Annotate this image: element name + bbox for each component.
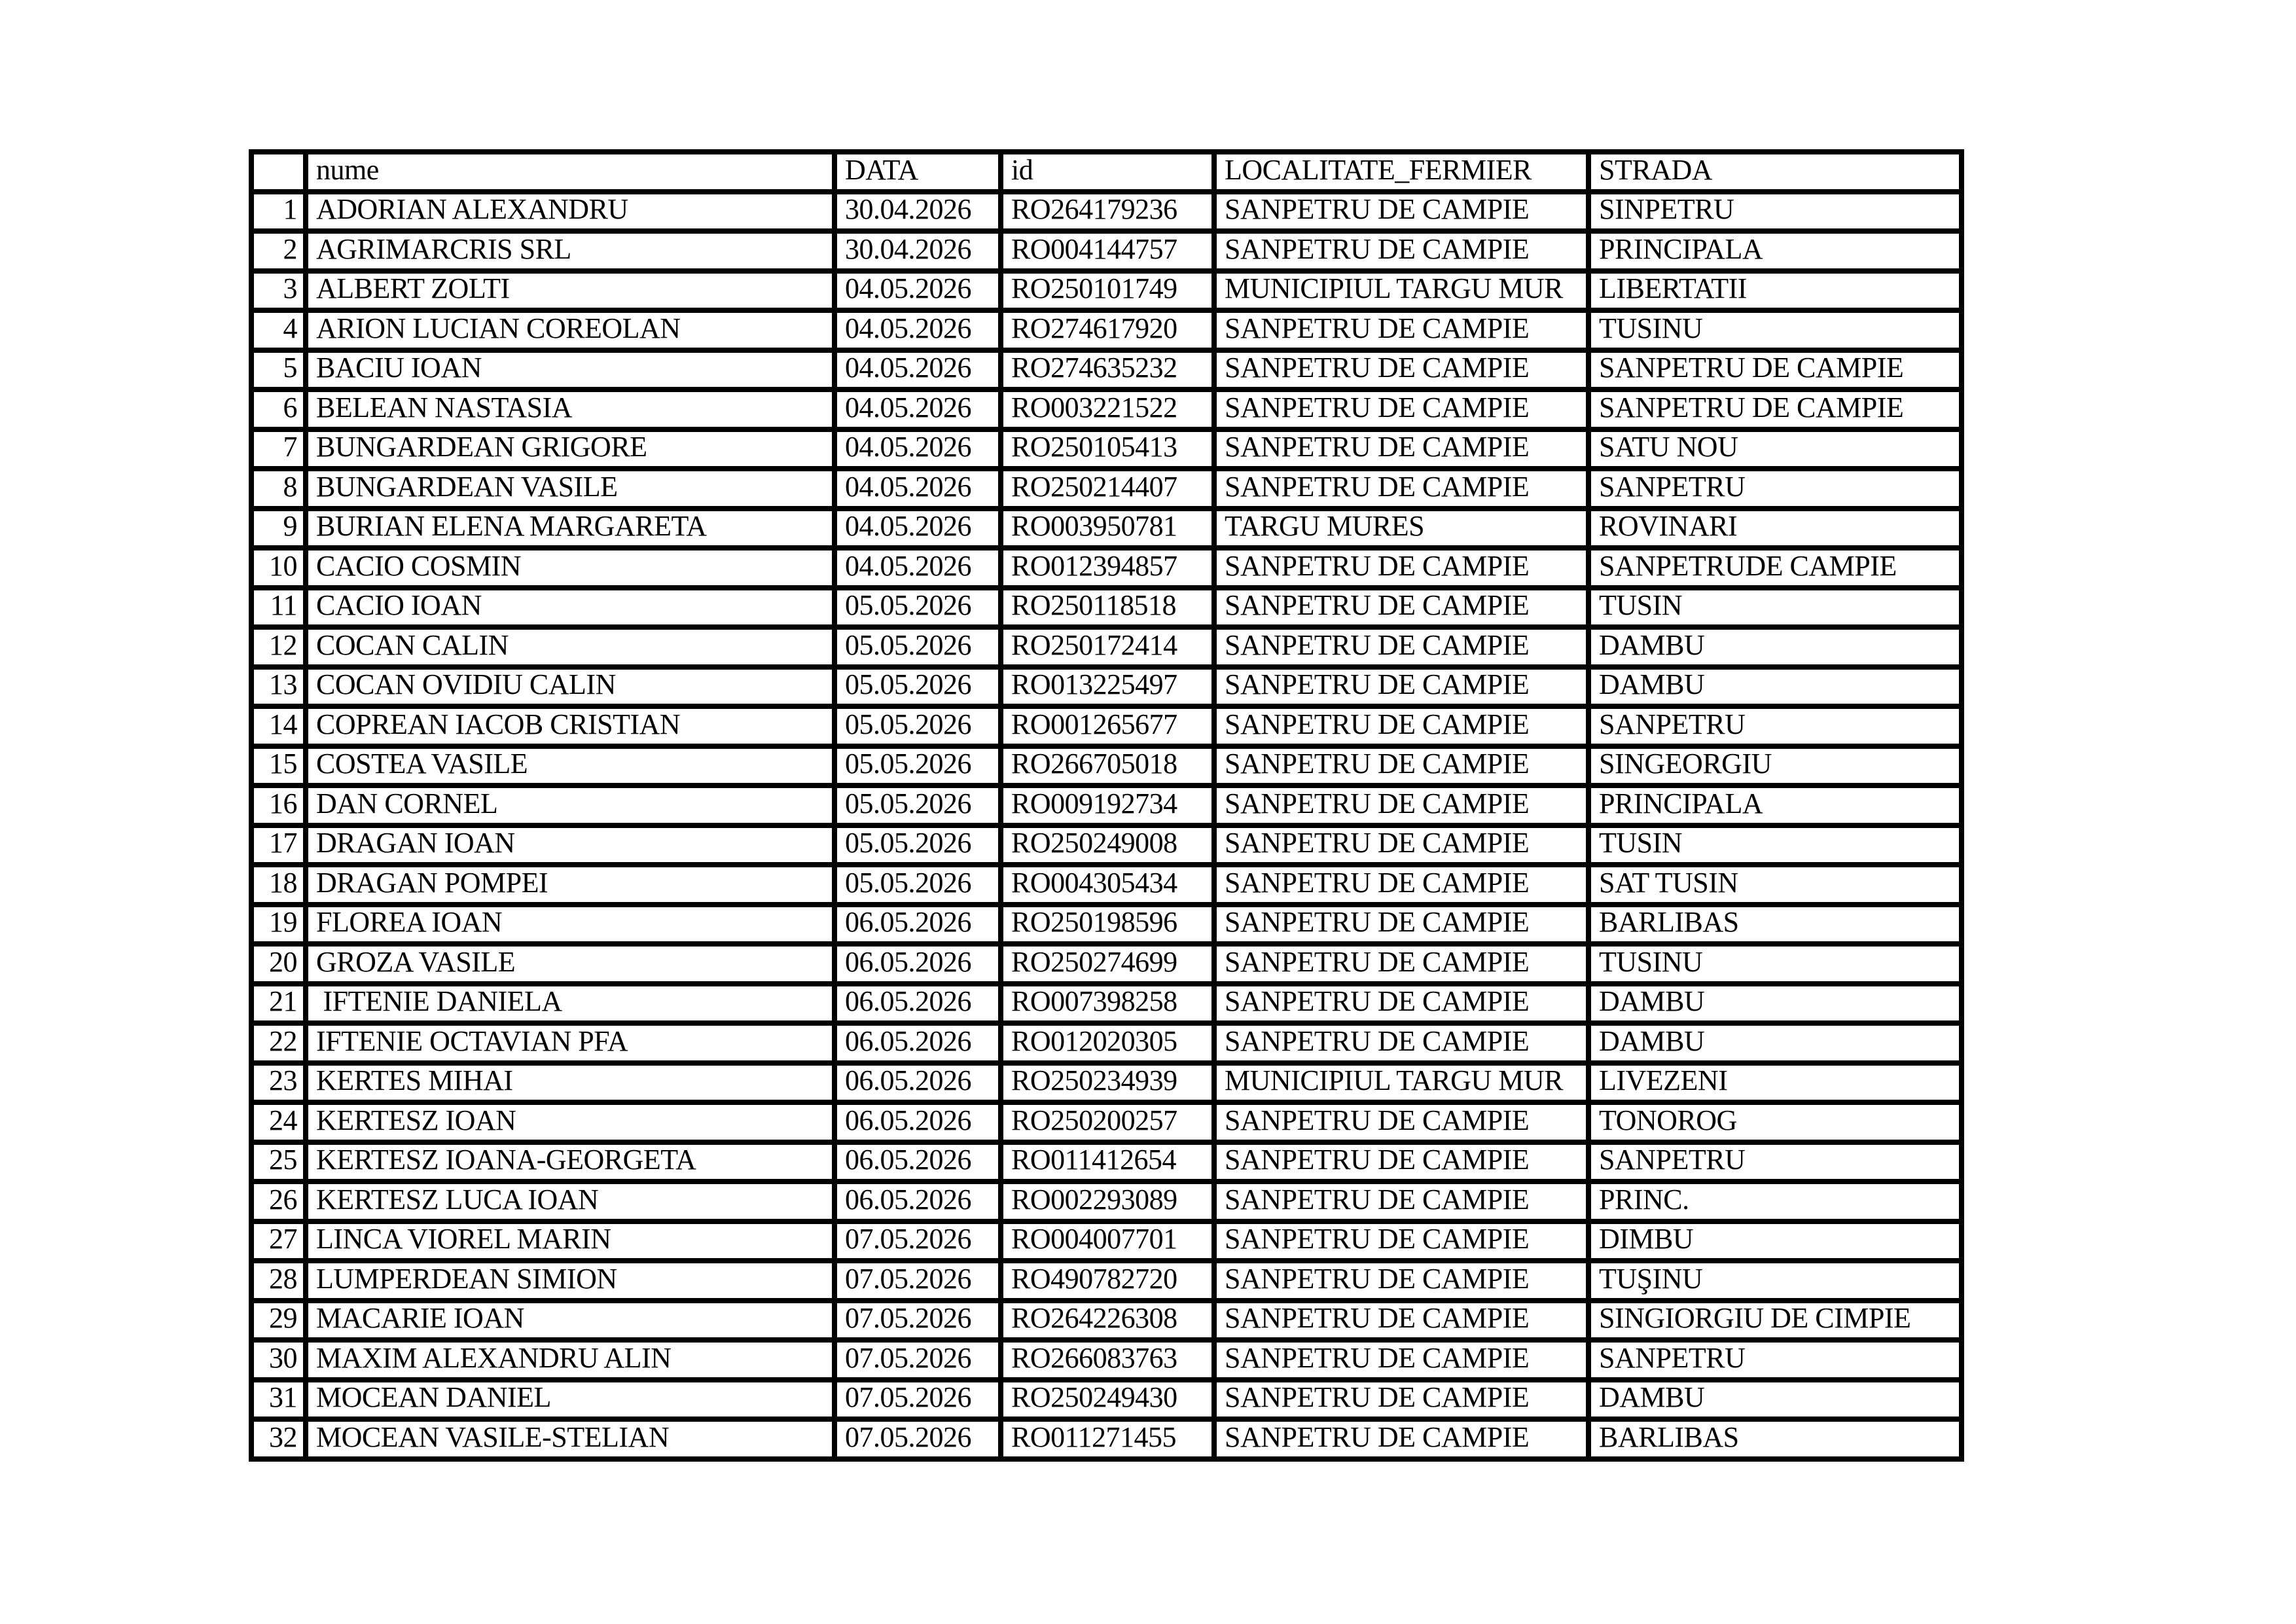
cell-row-number: 17 xyxy=(251,825,306,865)
cell-localitate: SANPETRU DE CAMPIE xyxy=(1214,1301,1588,1341)
cell-data: 06.05.2026 xyxy=(834,1142,1001,1182)
cell-row-number: 22 xyxy=(251,1023,306,1063)
cell-localitate: SANPETRU DE CAMPIE xyxy=(1214,548,1588,588)
cell-data: 07.05.2026 xyxy=(834,1301,1001,1341)
cell-id: RO250118518 xyxy=(1001,588,1214,628)
cell-id: RO274617920 xyxy=(1001,310,1214,350)
cell-row-number: 11 xyxy=(251,588,306,628)
cell-data: 06.05.2026 xyxy=(834,1182,1001,1221)
cell-data: 06.05.2026 xyxy=(834,944,1001,984)
cell-row-number: 29 xyxy=(251,1301,306,1341)
cell-row-number: 24 xyxy=(251,1102,306,1142)
cell-id: RO002293089 xyxy=(1001,1182,1214,1221)
table-row xyxy=(251,627,1962,667)
cell-id: RO266083763 xyxy=(1001,1340,1214,1380)
cell-data: 07.05.2026 xyxy=(834,1380,1001,1420)
cell-localitate: SANPETRU DE CAMPIE xyxy=(1214,1102,1588,1142)
cell-data: 05.05.2026 xyxy=(834,746,1001,786)
cell-nume: BUNGARDEAN VASILE xyxy=(306,469,834,509)
cell-row-number: 26 xyxy=(251,1182,306,1221)
cell-strada: SANPETRU DE CAMPIE xyxy=(1588,350,1962,390)
cell-row-number: 27 xyxy=(251,1221,306,1261)
cell-localitate: SANPETRU DE CAMPIE xyxy=(1214,429,1588,469)
cell-localitate: SANPETRU DE CAMPIE xyxy=(1214,1182,1588,1221)
cell-data: 04.05.2026 xyxy=(834,429,1001,469)
cell-id: RO250198596 xyxy=(1001,905,1214,945)
table-body xyxy=(251,192,1962,1459)
cell-row-number: 2 xyxy=(251,231,306,271)
cell-strada: SANPETRUDE CAMPIE xyxy=(1588,548,1962,588)
cell-localitate: SANPETRU DE CAMPIE xyxy=(1214,1023,1588,1063)
cell-nume: LINCA VIOREL MARIN xyxy=(306,1221,834,1261)
table-row xyxy=(251,1182,1962,1221)
table-row xyxy=(251,1063,1962,1103)
cell-id: RO250234939 xyxy=(1001,1063,1214,1103)
cell-localitate: SANPETRU DE CAMPIE xyxy=(1214,825,1588,865)
cell-data: 07.05.2026 xyxy=(834,1340,1001,1380)
cell-nume: ARION LUCIAN COREOLAN xyxy=(306,310,834,350)
cell-strada: BARLIBAS xyxy=(1588,1419,1962,1459)
cell-id: RO490782720 xyxy=(1001,1261,1214,1301)
cell-id: RO266705018 xyxy=(1001,746,1214,786)
cell-data: 04.05.2026 xyxy=(834,350,1001,390)
cell-data: 05.05.2026 xyxy=(834,667,1001,707)
table-row xyxy=(251,1340,1962,1380)
cell-localitate: SANPETRU DE CAMPIE xyxy=(1214,1221,1588,1261)
cell-nume: CACIO IOAN xyxy=(306,588,834,628)
cell-nume: AGRIMARCRIS SRL xyxy=(306,231,834,271)
cell-row-number: 9 xyxy=(251,509,306,549)
header-cell-data: DATA xyxy=(834,152,1001,192)
cell-strada: PRINCIPALA xyxy=(1588,785,1962,825)
cell-strada: DAMBU xyxy=(1588,1023,1962,1063)
cell-row-number: 7 xyxy=(251,429,306,469)
table-row xyxy=(251,469,1962,509)
cell-data: 07.05.2026 xyxy=(834,1221,1001,1261)
cell-id: RO250172414 xyxy=(1001,627,1214,667)
cell-localitate: SANPETRU DE CAMPIE xyxy=(1214,1419,1588,1459)
cell-strada: TUSINU xyxy=(1588,310,1962,350)
cell-localitate: MUNICIPIUL TARGU MUR xyxy=(1214,1063,1588,1103)
cell-strada: DAMBU xyxy=(1588,627,1962,667)
table-row xyxy=(251,429,1962,469)
cell-id: RO004305434 xyxy=(1001,865,1214,905)
cell-data: 04.05.2026 xyxy=(834,389,1001,429)
table-row xyxy=(251,706,1962,746)
cell-strada: DAMBU xyxy=(1588,1380,1962,1420)
cell-localitate: SANPETRU DE CAMPIE xyxy=(1214,785,1588,825)
cell-id: RO250105413 xyxy=(1001,429,1214,469)
cell-id: RO007398258 xyxy=(1001,984,1214,1024)
cell-strada: SANPETRU DE CAMPIE xyxy=(1588,389,1962,429)
cell-strada: SINGIORGIU DE CIMPIE xyxy=(1588,1301,1962,1341)
cell-localitate: SANPETRU DE CAMPIE xyxy=(1214,1340,1588,1380)
cell-data: 06.05.2026 xyxy=(834,1063,1001,1103)
cell-strada: BARLIBAS xyxy=(1588,905,1962,945)
cell-data: 06.05.2026 xyxy=(834,1023,1001,1063)
cell-strada: SANPETRU xyxy=(1588,469,1962,509)
cell-data: 07.05.2026 xyxy=(834,1261,1001,1301)
cell-data: 07.05.2026 xyxy=(834,1419,1001,1459)
cell-nume: ALBERT ZOLTI xyxy=(306,271,834,311)
cell-strada: SATU NOU xyxy=(1588,429,1962,469)
cell-localitate: SANPETRU DE CAMPIE xyxy=(1214,231,1588,271)
cell-localitate: SANPETRU DE CAMPIE xyxy=(1214,350,1588,390)
cell-nume: BELEAN NASTASIA xyxy=(306,389,834,429)
cell-localitate: TARGU MURES xyxy=(1214,509,1588,549)
cell-localitate: SANPETRU DE CAMPIE xyxy=(1214,1142,1588,1182)
cell-id: RO012394857 xyxy=(1001,548,1214,588)
cell-row-number: 16 xyxy=(251,785,306,825)
table-row xyxy=(251,509,1962,549)
cell-row-number: 6 xyxy=(251,389,306,429)
cell-nume: COCAN OVIDIU CALIN xyxy=(306,667,834,707)
cell-strada: TUSIN xyxy=(1588,825,1962,865)
cell-nume: DRAGAN IOAN xyxy=(306,825,834,865)
cell-id: RO001265677 xyxy=(1001,706,1214,746)
table-row xyxy=(251,1102,1962,1142)
cell-nume: ADORIAN ALEXANDRU xyxy=(306,192,834,232)
cell-nume: FLOREA IOAN xyxy=(306,905,834,945)
cell-row-number: 15 xyxy=(251,746,306,786)
table-row xyxy=(251,825,1962,865)
table-row xyxy=(251,192,1962,232)
table-row xyxy=(251,389,1962,429)
cell-row-number: 31 xyxy=(251,1380,306,1420)
cell-id: RO004144757 xyxy=(1001,231,1214,271)
cell-nume: MACARIE IOAN xyxy=(306,1301,834,1341)
cell-strada: SANPETRU xyxy=(1588,1142,1962,1182)
cell-localitate: SANPETRU DE CAMPIE xyxy=(1214,627,1588,667)
cell-localitate: SANPETRU DE CAMPIE xyxy=(1214,1261,1588,1301)
cell-nume: KERTESZ IOANA-GEORGETA xyxy=(306,1142,834,1182)
cell-strada: LIBERTATII xyxy=(1588,271,1962,311)
cell-id: RO264179236 xyxy=(1001,192,1214,232)
cell-strada: SINGEORGIU xyxy=(1588,746,1962,786)
table-row xyxy=(251,1301,1962,1341)
cell-id: RO250200257 xyxy=(1001,1102,1214,1142)
table-row xyxy=(251,1221,1962,1261)
table-row xyxy=(251,865,1962,905)
cell-nume: MOCEAN DANIEL xyxy=(306,1380,834,1420)
cell-localitate: SANPETRU DE CAMPIE xyxy=(1214,746,1588,786)
table-row xyxy=(251,1261,1962,1301)
table-row xyxy=(251,1380,1962,1420)
cell-data: 05.05.2026 xyxy=(834,588,1001,628)
cell-localitate: SANPETRU DE CAMPIE xyxy=(1214,588,1588,628)
cell-id: RO250214407 xyxy=(1001,469,1214,509)
header-cell-strada: STRADA xyxy=(1588,152,1962,192)
cell-strada: SAT TUSIN xyxy=(1588,865,1962,905)
cell-row-number: 13 xyxy=(251,667,306,707)
cell-nume: COCAN CALIN xyxy=(306,627,834,667)
cell-id: RO264226308 xyxy=(1001,1301,1214,1341)
cell-nume: IFTENIE OCTAVIAN PFA xyxy=(306,1023,834,1063)
cell-id: RO011271455 xyxy=(1001,1419,1214,1459)
header-cell-nume: nume xyxy=(306,152,834,192)
cell-row-number: 1 xyxy=(251,192,306,232)
cell-row-number: 18 xyxy=(251,865,306,905)
cell-row-number: 25 xyxy=(251,1142,306,1182)
cell-data: 04.05.2026 xyxy=(834,548,1001,588)
cell-row-number: 10 xyxy=(251,548,306,588)
cell-data: 30.04.2026 xyxy=(834,231,1001,271)
cell-row-number: 20 xyxy=(251,944,306,984)
cell-row-number: 32 xyxy=(251,1419,306,1459)
cell-localitate: SANPETRU DE CAMPIE xyxy=(1214,389,1588,429)
cell-strada: SANPETRU xyxy=(1588,706,1962,746)
cell-data: 06.05.2026 xyxy=(834,1102,1001,1142)
header-cell-id: id xyxy=(1001,152,1214,192)
cell-data: 06.05.2026 xyxy=(834,984,1001,1024)
cell-nume: GROZA VASILE xyxy=(306,944,834,984)
cell-nume: COPREAN IACOB CRISTIAN xyxy=(306,706,834,746)
cell-strada: DAMBU xyxy=(1588,667,1962,707)
cell-localitate: SANPETRU DE CAMPIE xyxy=(1214,905,1588,945)
cell-row-number: 3 xyxy=(251,271,306,311)
cell-id: RO250101749 xyxy=(1001,271,1214,311)
cell-strada: TUŞINU xyxy=(1588,1261,1962,1301)
cell-localitate: SANPETRU DE CAMPIE xyxy=(1214,944,1588,984)
cell-data: 05.05.2026 xyxy=(834,825,1001,865)
cell-row-number: 28 xyxy=(251,1261,306,1301)
table-row xyxy=(251,1419,1962,1459)
cell-nume: KERTESZ LUCA IOAN xyxy=(306,1182,834,1221)
cell-strada: SINPETRU xyxy=(1588,192,1962,232)
cell-row-number: 5 xyxy=(251,350,306,390)
cell-nume: DAN CORNEL xyxy=(306,785,834,825)
table-row xyxy=(251,984,1962,1024)
cell-data: 05.05.2026 xyxy=(834,706,1001,746)
cell-id: RO274635232 xyxy=(1001,350,1214,390)
cell-strada: LIVEZENI xyxy=(1588,1063,1962,1103)
cell-localitate: SANPETRU DE CAMPIE xyxy=(1214,706,1588,746)
cell-id: RO013225497 xyxy=(1001,667,1214,707)
table-row xyxy=(251,1023,1962,1063)
table-row xyxy=(251,231,1962,271)
cell-strada: DIMBU xyxy=(1588,1221,1962,1261)
cell-strada: ROVINARI xyxy=(1588,509,1962,549)
cell-nume: BUNGARDEAN GRIGORE xyxy=(306,429,834,469)
cell-id: RO250249430 xyxy=(1001,1380,1214,1420)
cell-nume: COSTEA VASILE xyxy=(306,746,834,786)
cell-row-number: 14 xyxy=(251,706,306,746)
cell-data: 04.05.2026 xyxy=(834,469,1001,509)
cell-id: RO011412654 xyxy=(1001,1142,1214,1182)
cell-id: RO250274699 xyxy=(1001,944,1214,984)
cell-row-number: 4 xyxy=(251,310,306,350)
cell-id: RO250249008 xyxy=(1001,825,1214,865)
cell-localitate: SANPETRU DE CAMPIE xyxy=(1214,1380,1588,1420)
cell-id: RO003221522 xyxy=(1001,389,1214,429)
cell-data: 30.04.2026 xyxy=(834,192,1001,232)
cell-strada: PRINC. xyxy=(1588,1182,1962,1221)
cell-strada: TUSINU xyxy=(1588,944,1962,984)
table-row xyxy=(251,944,1962,984)
cell-row-number: 23 xyxy=(251,1063,306,1103)
table-row xyxy=(251,905,1962,945)
table-row xyxy=(251,271,1962,311)
cell-id: RO003950781 xyxy=(1001,509,1214,549)
cell-row-number: 21 xyxy=(251,984,306,1024)
cell-data: 05.05.2026 xyxy=(834,785,1001,825)
cell-localitate: SANPETRU DE CAMPIE xyxy=(1214,865,1588,905)
cell-data: 04.05.2026 xyxy=(834,271,1001,311)
header-cell-nr xyxy=(251,152,306,192)
header-row xyxy=(251,152,1962,192)
cell-row-number: 19 xyxy=(251,905,306,945)
cell-nume: LUMPERDEAN SIMION xyxy=(306,1261,834,1301)
cell-localitate: SANPETRU DE CAMPIE xyxy=(1214,469,1588,509)
cell-data: 06.05.2026 xyxy=(834,905,1001,945)
table-row xyxy=(251,1142,1962,1182)
cell-nume: DRAGAN POMPEI xyxy=(306,865,834,905)
cell-strada: SANPETRU xyxy=(1588,1340,1962,1380)
cell-strada: TUSIN xyxy=(1588,588,1962,628)
cell-localitate: SANPETRU DE CAMPIE xyxy=(1214,192,1588,232)
cell-localitate: SANPETRU DE CAMPIE xyxy=(1214,667,1588,707)
cell-strada: TONOROG xyxy=(1588,1102,1962,1142)
cell-data: 05.05.2026 xyxy=(834,865,1001,905)
table-row xyxy=(251,588,1962,628)
cell-id: RO009192734 xyxy=(1001,785,1214,825)
table-row xyxy=(251,548,1962,588)
cell-strada: PRINCIPALA xyxy=(1588,231,1962,271)
cell-strada: DAMBU xyxy=(1588,984,1962,1024)
cell-nume: IFTENIE DANIELA xyxy=(306,984,834,1024)
farmers-table xyxy=(249,149,1964,1462)
cell-id: RO012020305 xyxy=(1001,1023,1214,1063)
cell-nume: KERTES MIHAI xyxy=(306,1063,834,1103)
table-row xyxy=(251,310,1962,350)
cell-nume: BURIAN ELENA MARGARETA xyxy=(306,509,834,549)
cell-localitate: SANPETRU DE CAMPIE xyxy=(1214,984,1588,1024)
cell-localitate: MUNICIPIUL TARGU MUR xyxy=(1214,271,1588,311)
cell-nume: CACIO COSMIN xyxy=(306,548,834,588)
cell-nume: BACIU IOAN xyxy=(306,350,834,390)
cell-data: 05.05.2026 xyxy=(834,627,1001,667)
table-row xyxy=(251,350,1962,390)
cell-row-number: 8 xyxy=(251,469,306,509)
table-row xyxy=(251,667,1962,707)
cell-data: 04.05.2026 xyxy=(834,310,1001,350)
cell-row-number: 12 xyxy=(251,627,306,667)
cell-nume: KERTESZ IOAN xyxy=(306,1102,834,1142)
cell-row-number: 30 xyxy=(251,1340,306,1380)
cell-id: RO004007701 xyxy=(1001,1221,1214,1261)
table-row xyxy=(251,746,1962,786)
cell-localitate: SANPETRU DE CAMPIE xyxy=(1214,310,1588,350)
cell-nume: MOCEAN VASILE-STELIAN xyxy=(306,1419,834,1459)
cell-data: 04.05.2026 xyxy=(834,509,1001,549)
table-row xyxy=(251,785,1962,825)
cell-nume: MAXIM ALEXANDRU ALIN xyxy=(306,1340,834,1380)
header-cell-localitate: LOCALITATE_FERMIER xyxy=(1214,152,1588,192)
